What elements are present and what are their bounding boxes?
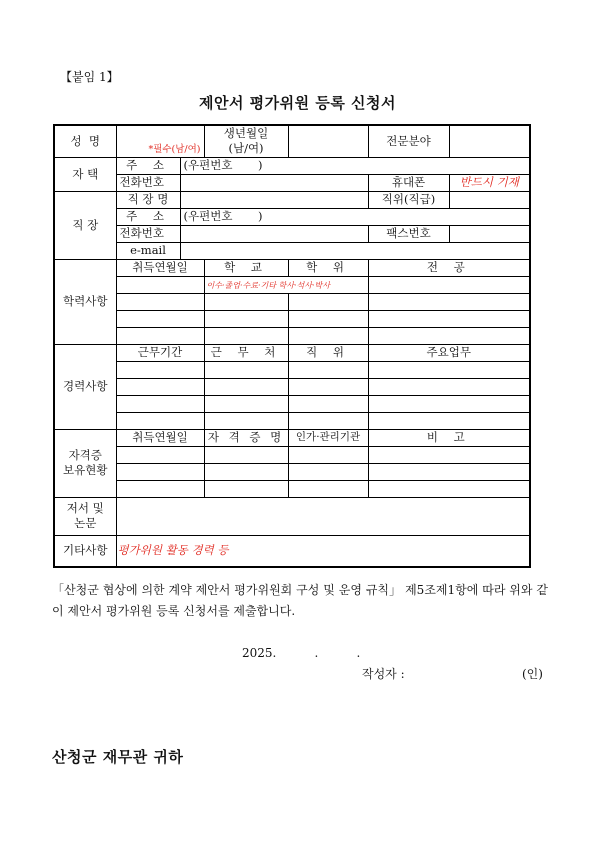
license-cell[interactable] (368, 480, 530, 497)
work-address-label: 주 소 (116, 208, 180, 225)
career-header-workplace: 근 무 처 (204, 344, 288, 361)
education-cell[interactable] (204, 310, 288, 327)
home-phone-label: 전화번호 (116, 174, 180, 191)
position-field[interactable] (449, 191, 530, 208)
field-label: 전문분야 (368, 125, 449, 157)
education-cell[interactable] (368, 327, 530, 344)
license-cell[interactable] (116, 463, 204, 480)
career-header-period: 근무기간 (116, 344, 204, 361)
education-header-major: 전 공 (368, 259, 530, 276)
education-cell[interactable] (116, 293, 204, 310)
license-cell[interactable] (288, 480, 368, 497)
workplace-field[interactable] (180, 191, 368, 208)
birth-field[interactable] (288, 125, 368, 157)
license-header-authority: 인가·관리기관 (288, 429, 368, 446)
license-cell[interactable] (368, 463, 530, 480)
license-cell[interactable] (204, 463, 288, 480)
education-cell[interactable] (368, 293, 530, 310)
work-address-field[interactable]: (우편번호 ) (180, 208, 530, 225)
career-cell[interactable] (288, 395, 368, 412)
home-address-label: 주 소 (116, 157, 180, 174)
career-cell[interactable] (368, 378, 530, 395)
position-label: 직위(직급) (368, 191, 449, 208)
education-header-school: 학 교 (204, 259, 288, 276)
home-phone-field[interactable] (180, 174, 368, 191)
license-cell[interactable] (288, 446, 368, 463)
recipient-line: 산청군 재무관 귀하 (52, 748, 184, 766)
etc-label: 기타사항 (54, 535, 116, 567)
fax-field[interactable] (449, 225, 530, 242)
career-cell[interactable] (116, 378, 204, 395)
author-label: 작성자 : (362, 667, 405, 681)
license-cell[interactable] (116, 480, 204, 497)
career-cell[interactable] (204, 412, 288, 429)
career-cell[interactable] (368, 395, 530, 412)
license-cell[interactable] (204, 446, 288, 463)
work-phone-label: 전화번호 (116, 225, 180, 242)
career-cell[interactable] (116, 412, 204, 429)
education-cell[interactable] (204, 293, 288, 310)
submission-date: 2025. . . (242, 646, 361, 660)
attachment-label: 【붙임 1】 (60, 70, 119, 84)
workplace-label: 직 장 명 (116, 191, 180, 208)
career-cell[interactable] (116, 395, 204, 412)
education-label: 학력사항 (54, 259, 116, 344)
license-cell[interactable] (368, 446, 530, 463)
education-cell[interactable] (288, 327, 368, 344)
career-cell[interactable] (204, 395, 288, 412)
mobile-field[interactable]: 반드시 기재 (449, 174, 530, 191)
email-field[interactable] (180, 242, 530, 259)
career-cell[interactable] (288, 378, 368, 395)
license-header-note: 비 고 (368, 429, 530, 446)
papers-field[interactable] (116, 497, 530, 535)
etc-field[interactable]: 평가위원 활동 경력 등 (116, 535, 530, 567)
name-field[interactable] (116, 125, 204, 157)
career-cell[interactable] (204, 378, 288, 395)
career-cell[interactable] (204, 361, 288, 378)
license-cell[interactable] (288, 463, 368, 480)
education-cell[interactable] (116, 327, 204, 344)
education-header-degree: 학 위 (288, 259, 368, 276)
career-cell[interactable] (368, 412, 530, 429)
license-label: 자격증 보유현황 (54, 429, 116, 497)
career-cell[interactable] (288, 412, 368, 429)
education-cell[interactable] (288, 310, 368, 327)
license-cell[interactable] (204, 480, 288, 497)
birth-label (204, 125, 288, 157)
career-label: 경력사항 (54, 344, 116, 429)
education-cell[interactable] (204, 327, 288, 344)
career-header-position: 직 위 (288, 344, 368, 361)
education-cell[interactable] (116, 310, 204, 327)
birth-label-line2: (남/여) (228, 141, 264, 156)
license-header-name: 자 격 증 명 (204, 429, 288, 446)
home-address-field[interactable]: (우편번호 ) (180, 157, 530, 174)
field-value[interactable] (449, 125, 530, 157)
education-cell[interactable] (368, 310, 530, 327)
education-cell[interactable] (368, 276, 530, 293)
statement-text: 「산청군 협상에 의한 계약 제안서 평가위원회 구성 및 운영 규칙」 제5조제1항에 따라 위와 같이 제안서 평가위원 등록 신청서를 제출합니다. (52, 583, 548, 618)
education-cell[interactable] (116, 276, 204, 293)
document-title: 제안서 평가위원 등록 신청서 (198, 94, 397, 112)
work-label: 직 장 (54, 191, 116, 259)
career-cell[interactable] (368, 361, 530, 378)
career-cell[interactable] (116, 361, 204, 378)
email-label: e-mail (116, 242, 180, 259)
license-cell[interactable] (116, 446, 204, 463)
mobile-label: 휴대폰 (368, 174, 449, 191)
education-note-cell[interactable] (204, 276, 368, 293)
birth-label-line1: 생년월일 (223, 126, 269, 141)
education-header-date: 취득연월일 (116, 259, 204, 276)
fax-label: 팩스번호 (368, 225, 449, 242)
papers-label: 저서 및 논문 (54, 497, 116, 535)
education-note: 이수·졸업·수료·기타 학사·석사·박사 (206, 280, 330, 290)
education-cell[interactable] (288, 293, 368, 310)
work-phone-field[interactable] (180, 225, 368, 242)
license-header-date: 취득연월일 (116, 429, 204, 446)
career-header-duties: 주요업무 (368, 344, 530, 361)
application-form-table (53, 124, 531, 568)
seal-mark: (인) (522, 667, 543, 681)
career-cell[interactable] (288, 361, 368, 378)
home-label: 자 택 (54, 157, 116, 191)
name-required-note: *필수(남/여) (148, 143, 201, 155)
name-label: 성 명 (54, 125, 116, 157)
